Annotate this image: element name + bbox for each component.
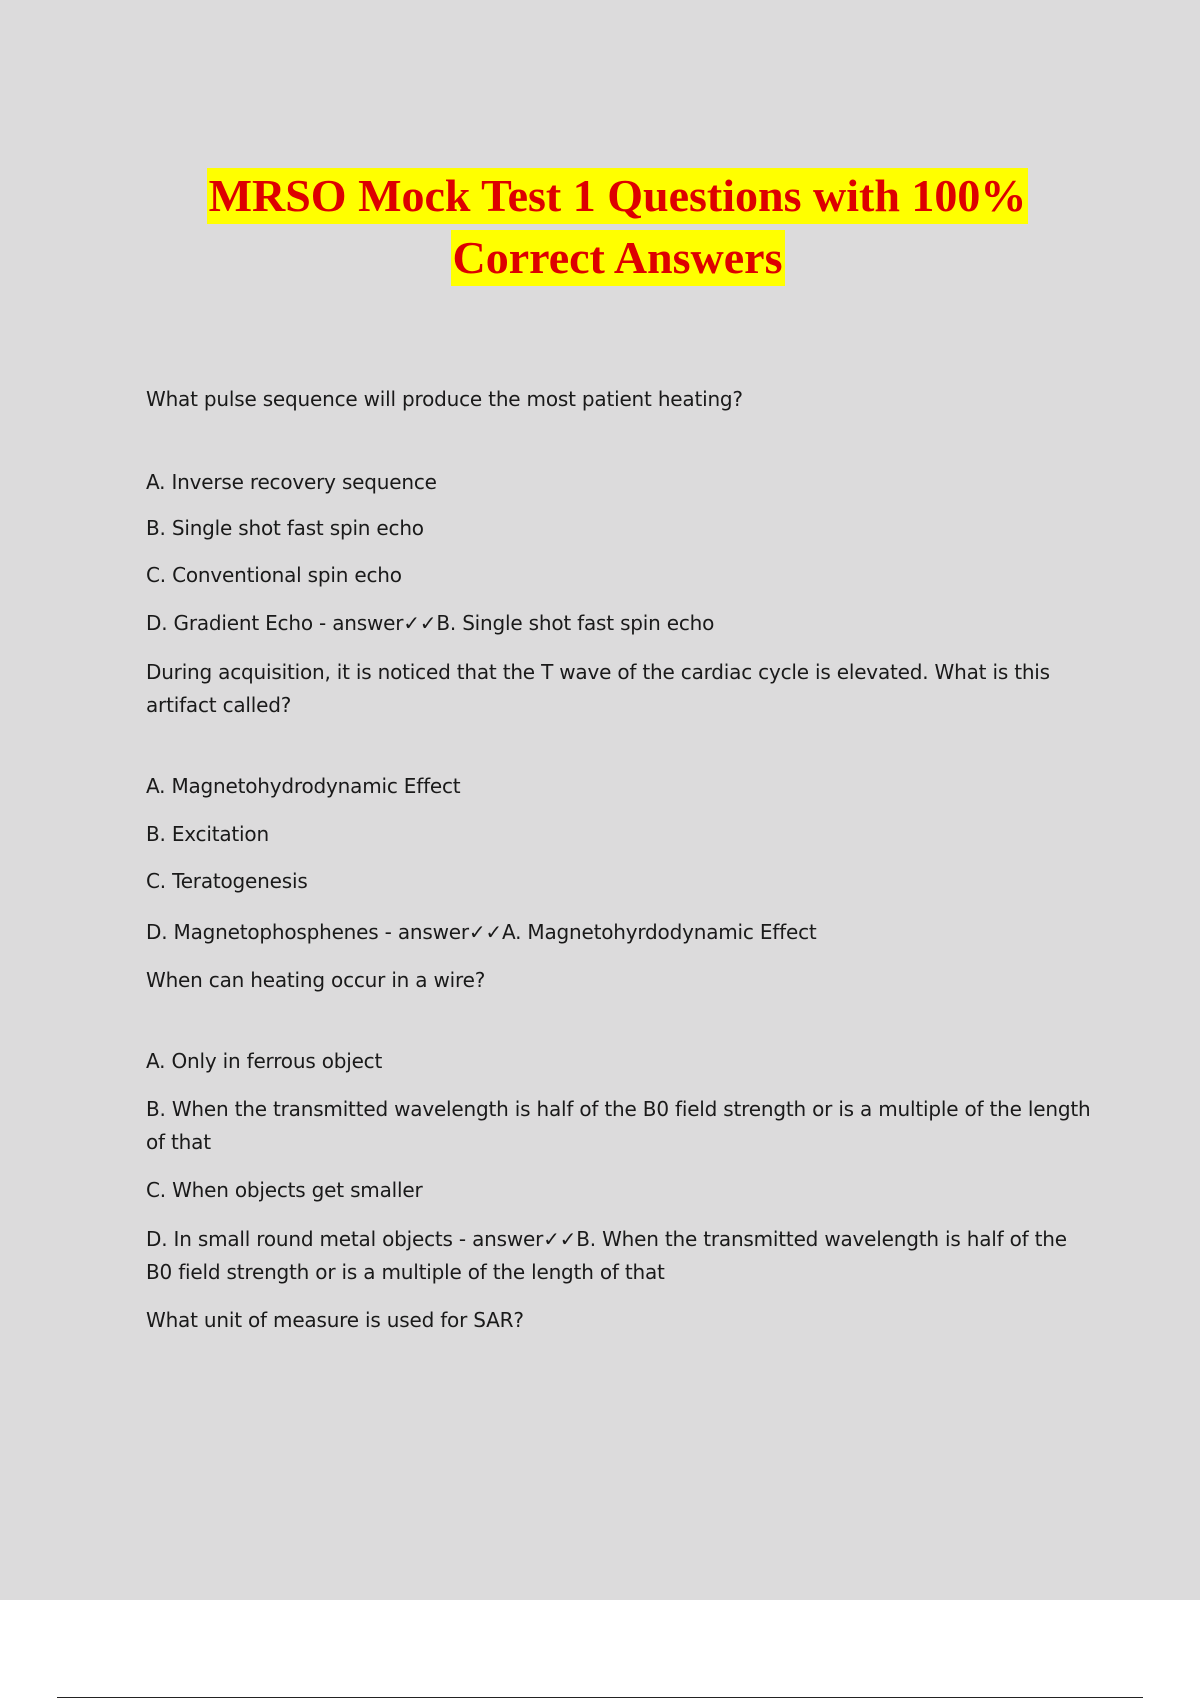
question-3-option-c: C. When objects get smaller <box>146 1178 423 1202</box>
document-body <box>146 383 1096 1337</box>
question-3-option-b-line-2: of that <box>146 1130 211 1154</box>
question-3-option-b-line-1: B. When the transmitted wavelength is half of the B0 field strength or is a multiple of the length <box>146 1097 1091 1121</box>
question-2-option-c: C. Teratogenesis <box>146 869 308 893</box>
question-2-option-d-answer: D. Magnetophosphenes - answer✓✓A. Magnetohyrdodynamic Effect <box>146 920 817 944</box>
question-2-prompt-line-1: During acquisition, it is noticed that the T wave of the cardiac cycle is elevated. What is this <box>146 660 1050 684</box>
question-1-option-b: B. Single shot fast spin echo <box>146 516 424 540</box>
question-1-option-c: C. Conventional spin echo <box>146 563 402 587</box>
footer-divider <box>57 1697 1143 1698</box>
question-2-option-a: A. Magnetohydrodynamic Effect <box>146 774 461 798</box>
question-3-option-d-answer-line-1: D. In small round metal objects - answer✓✓B. When the transmitted wavelength is half of the <box>146 1227 1067 1251</box>
question-1-option-a: A. Inverse recovery sequence <box>146 470 437 494</box>
question-2-option-b: B. Excitation <box>146 822 269 846</box>
document-title <box>0 166 1200 290</box>
question-2-prompt-line-2: artifact called? <box>146 693 292 717</box>
question-1-prompt: What pulse sequence will produce the most patient heating? <box>146 387 743 411</box>
title-line-1: MRSO Mock Test 1 Questions with 100% <box>207 168 1029 224</box>
question-3-option-a: A. Only in ferrous object <box>146 1049 383 1073</box>
question-3-prompt: When can heating occur in a wire? <box>146 968 486 992</box>
question-4-prompt: What unit of measure is used for SAR? <box>146 1308 524 1332</box>
question-1-option-d-answer: D. Gradient Echo - answer✓✓B. Single shot fast spin echo <box>146 611 715 635</box>
title-line-2: Correct Answers <box>451 230 785 286</box>
question-3-option-d-answer-line-2: B0 field strength or is a multiple of the length of that <box>146 1260 665 1284</box>
